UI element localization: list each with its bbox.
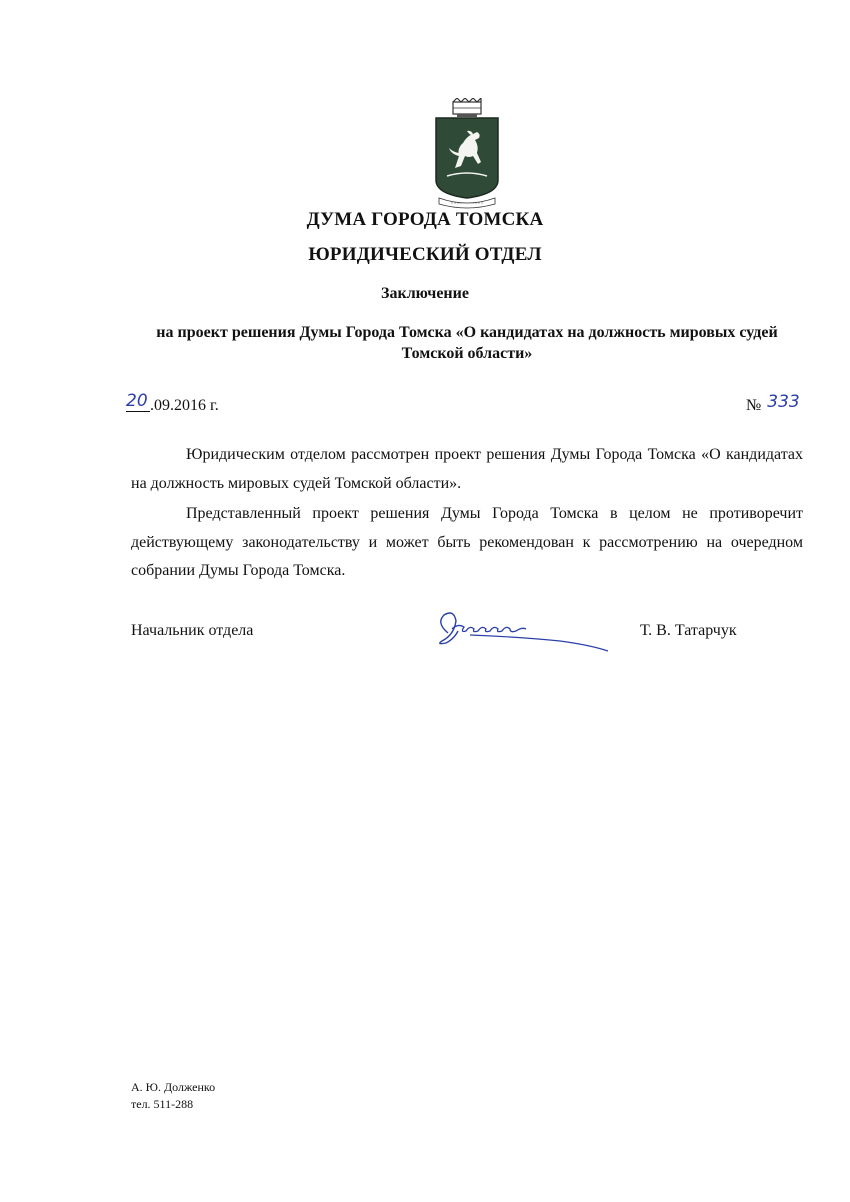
coat-of-arms-icon bbox=[433, 98, 501, 210]
number-label: № bbox=[746, 397, 762, 414]
executor-block bbox=[131, 1079, 215, 1113]
executor-phone: тел. 511-288 bbox=[131, 1097, 194, 1111]
paragraph-2: Представленный проект решения Думы Города Томска в целом не противоречит действующему законодательству и может быть рекомендован к рассмотрению на очередном собрании Думы Города Томска. bbox=[131, 505, 803, 579]
organization-title: ДУМА ГОРОДА ТОМСКА bbox=[306, 209, 544, 230]
executor-name: А. Ю. Долженко bbox=[131, 1080, 216, 1094]
signatory-name: Т. В. Татарчук bbox=[640, 622, 737, 639]
handwritten-signature bbox=[430, 603, 620, 663]
department-title: ЮРИДИЧЕСКИЙ ОТДЕЛ bbox=[308, 244, 542, 265]
document-subject: на проект решения Думы Города Томска «О кандидатах на должность мировых судей Томской области» bbox=[156, 324, 778, 362]
document-title: Заключение bbox=[381, 285, 469, 302]
signature-icon bbox=[430, 603, 620, 663]
document-date bbox=[126, 391, 219, 415]
document-number bbox=[746, 392, 800, 415]
paragraph-1: Юридическим отделом рассмотрен проект решения Думы Города Томска «О кандидатах на должность мировых судей Томской области». bbox=[131, 446, 803, 492]
signatory-position: Начальник отдела bbox=[131, 622, 254, 639]
date-rest: .09.2016 г. bbox=[150, 397, 219, 414]
handwritten-day: 20 bbox=[126, 391, 150, 411]
handwritten-number: 333 bbox=[767, 392, 800, 412]
city-emblem bbox=[433, 98, 501, 210]
